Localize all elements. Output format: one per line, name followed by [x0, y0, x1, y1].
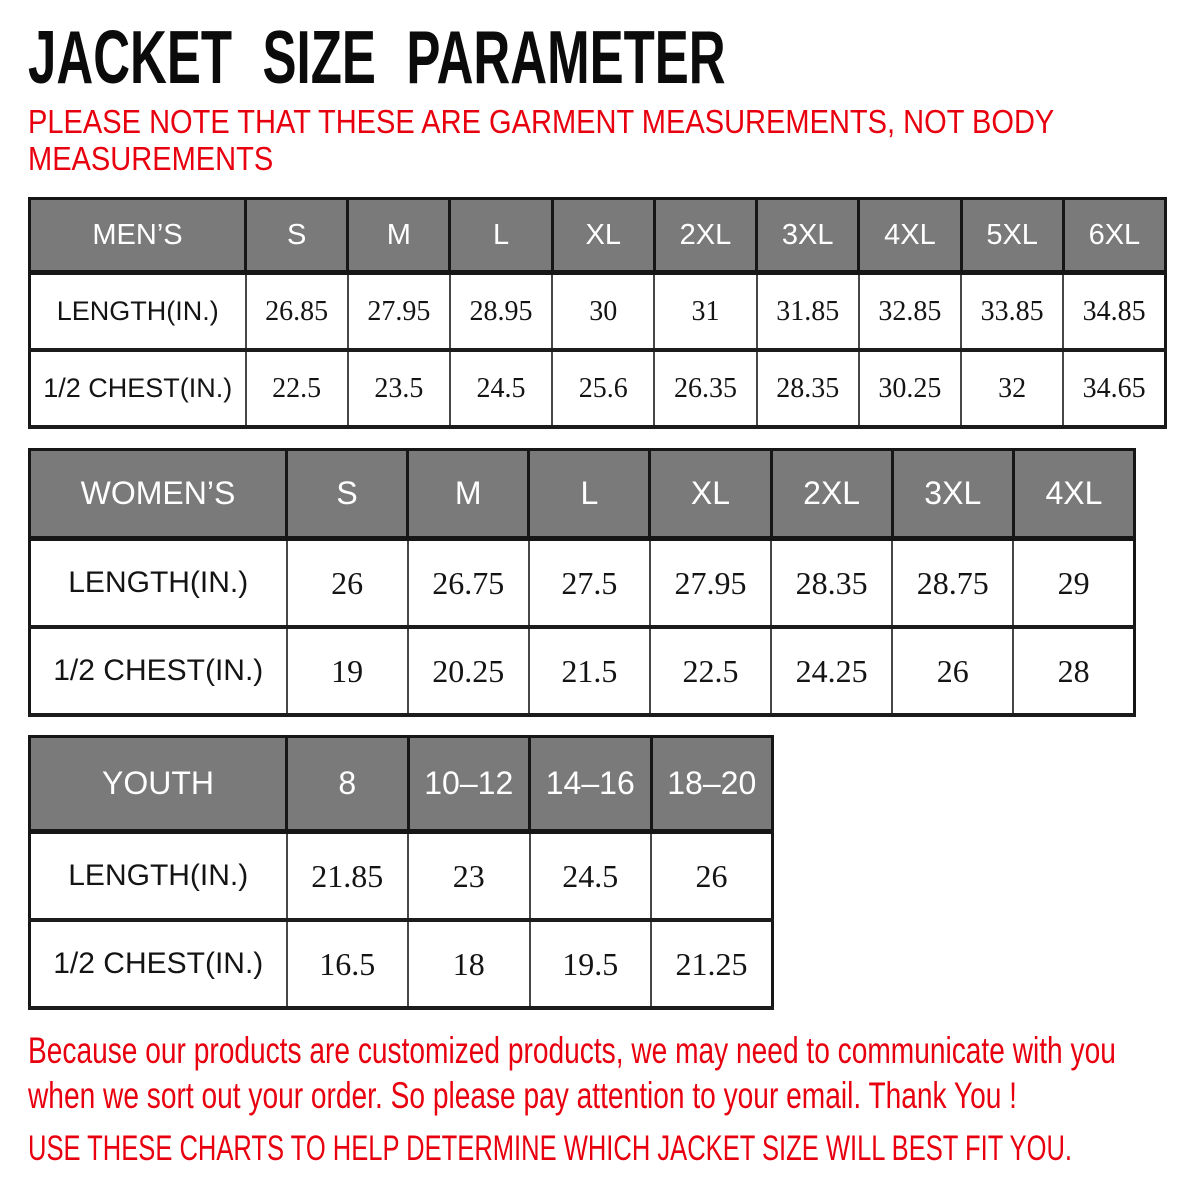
garment-measurements-note	[28, 103, 1054, 177]
size-column-header: 14–16	[530, 737, 652, 832]
size-column-header: M	[348, 199, 450, 273]
size-value: 26.85	[246, 273, 348, 351]
size-value: 24.5	[450, 350, 552, 427]
womens-size-table	[28, 448, 1136, 717]
measurement-row	[30, 832, 773, 921]
size-value: 19.5	[530, 920, 652, 1008]
page-title: JACKET SIZE PARAMETER	[28, 15, 726, 99]
size-value: 34.65	[1063, 350, 1165, 427]
size-column-header: 10–12	[408, 737, 530, 832]
youth-size-table	[28, 735, 774, 1010]
size-value: 29	[1013, 539, 1134, 628]
mens-header-row	[30, 199, 1166, 273]
size-column-header: L	[450, 199, 552, 273]
size-value: 26	[651, 832, 773, 921]
size-column-header: 6XL	[1063, 199, 1165, 273]
womens-group-header: WOMEN’S	[30, 450, 287, 539]
size-value: 25.6	[552, 350, 654, 427]
size-column-header: 18–20	[651, 737, 773, 832]
size-column-header: L	[529, 450, 650, 539]
size-value: 26	[287, 539, 408, 628]
size-value: 27.95	[348, 273, 450, 351]
size-value: 31	[654, 273, 756, 351]
size-value: 31.85	[757, 273, 859, 351]
measurement-row	[30, 539, 1135, 628]
size-value: 28.35	[771, 539, 892, 628]
size-value: 28	[1013, 627, 1134, 715]
row-label: LENGTH(IN.)	[30, 832, 287, 921]
size-column-header: XL	[650, 450, 771, 539]
footer-line-1: Because our products are customized products, we may need to communicate with you	[28, 1030, 1116, 1071]
mens-group-header: MEN’S	[30, 199, 246, 273]
size-value: 23	[408, 832, 530, 921]
size-value: 26	[892, 627, 1013, 715]
size-value: 21.25	[651, 920, 773, 1008]
size-value: 28.75	[892, 539, 1013, 628]
size-column-header: 4XL	[1013, 450, 1134, 539]
size-value: 30.25	[859, 350, 961, 427]
size-value: 28.35	[757, 350, 859, 427]
size-value: 30	[552, 273, 654, 351]
row-label: LENGTH(IN.)	[30, 539, 287, 628]
size-value: 32	[961, 350, 1063, 427]
size-value: 26.75	[408, 539, 529, 628]
size-column-header: 4XL	[859, 199, 961, 273]
size-value: 24.5	[530, 832, 652, 921]
size-value: 24.25	[771, 627, 892, 715]
size-value: 20.25	[408, 627, 529, 715]
size-value: 22.5	[246, 350, 348, 427]
size-value: 23.5	[348, 350, 450, 427]
size-value: 27.95	[650, 539, 771, 628]
measurement-row	[30, 627, 1135, 715]
footer-line-2: when we sort out your order. So please pay attention to your email. Thank You !	[28, 1075, 1017, 1116]
use-charts-note: USE THESE CHARTS TO HELP DETERMINE WHICH JACKET SIZE WILL BEST FIT YOU.	[28, 1129, 1073, 1168]
size-column-header: 3XL	[757, 199, 859, 273]
youth-header-row	[30, 737, 773, 832]
measurement-row	[30, 920, 773, 1008]
size-column-header: 5XL	[961, 199, 1063, 273]
size-column-header: S	[287, 450, 408, 539]
size-value: 16.5	[287, 920, 409, 1008]
size-value: 32.85	[859, 273, 961, 351]
size-column-header: 3XL	[892, 450, 1013, 539]
size-value: 21.5	[529, 627, 650, 715]
size-column-header: 8	[287, 737, 409, 832]
mens-size-table	[28, 197, 1167, 429]
womens-header-row	[30, 450, 1135, 539]
size-column-header: XL	[552, 199, 654, 273]
size-column-header: 2XL	[771, 450, 892, 539]
note-line-2: MEASUREMENTS	[28, 140, 274, 177]
size-value: 33.85	[961, 273, 1063, 351]
row-label: LENGTH(IN.)	[30, 273, 246, 351]
size-column-header: S	[246, 199, 348, 273]
row-label: 1/2 CHEST(IN.)	[30, 350, 246, 427]
customized-products-note	[28, 1028, 1116, 1118]
note-line-1: PLEASE NOTE THAT THESE ARE GARMENT MEASUREMENTS, NOT BODY	[28, 103, 1055, 140]
size-value: 26.35	[654, 350, 756, 427]
size-value: 28.95	[450, 273, 552, 351]
measurement-row	[30, 273, 1166, 351]
youth-group-header: YOUTH	[30, 737, 287, 832]
measurement-row	[30, 350, 1166, 427]
size-value: 19	[287, 627, 408, 715]
size-value: 27.5	[529, 539, 650, 628]
size-value: 18	[408, 920, 530, 1008]
size-column-header: M	[408, 450, 529, 539]
size-value: 22.5	[650, 627, 771, 715]
size-column-header: 2XL	[654, 199, 756, 273]
row-label: 1/2 CHEST(IN.)	[30, 920, 287, 1008]
row-label: 1/2 CHEST(IN.)	[30, 627, 287, 715]
size-value: 34.85	[1063, 273, 1165, 351]
size-value: 21.85	[287, 832, 409, 921]
